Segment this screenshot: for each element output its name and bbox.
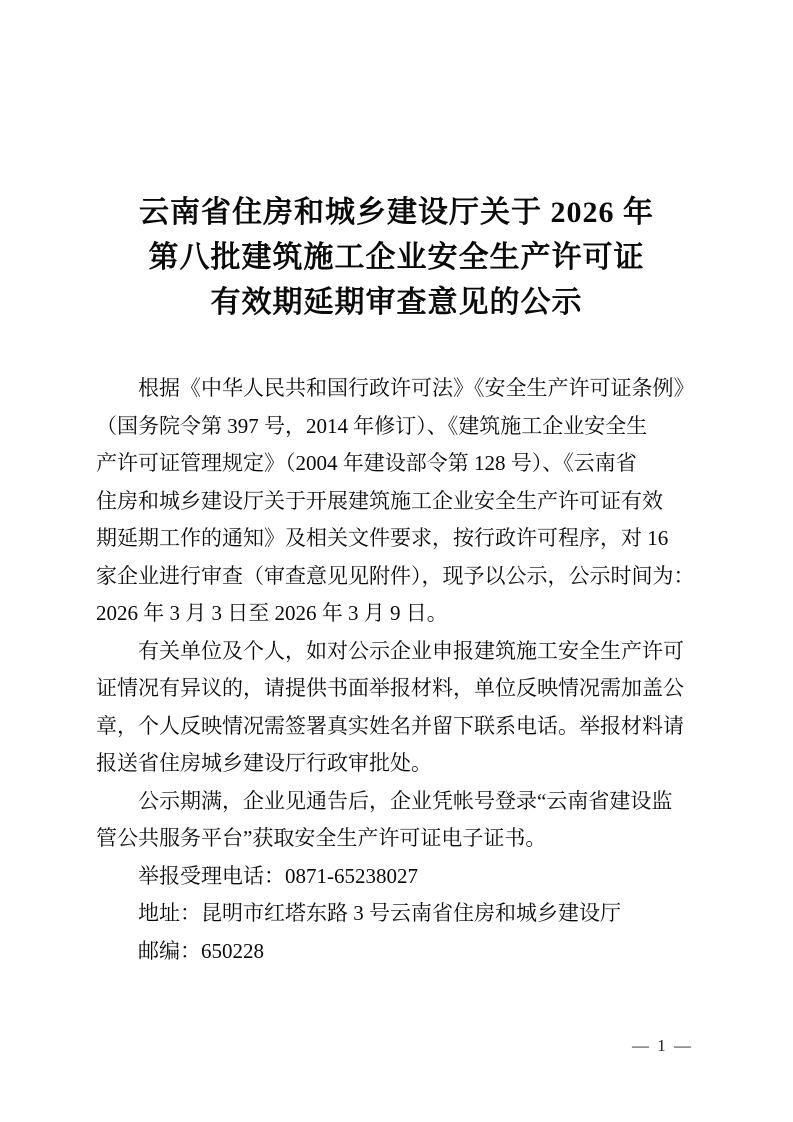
body-line: 产许可证管理规定》（2004 年建设部令第 128 号）、《云南省 [96, 451, 637, 475]
body-line: 地址：昆明市红塔东路 3 号云南省住房和城乡建设厅 [138, 901, 621, 925]
body-line: 章，个人反映情况需签署真实姓名并留下联系电话。举报材料请 [96, 713, 684, 738]
body-line: 根据《中华人民共和国行政许可法》《安全生产许可证条例》 [138, 376, 695, 400]
paragraph-legal-basis [96, 370, 697, 633]
body-line: 住房和城乡建设厅关于开展建筑施工企业安全生产许可证有效 [96, 488, 663, 513]
document-body [96, 370, 697, 970]
body-line: 期延期工作的通知》及相关文件要求，按行政许可程序，对 16 [96, 526, 669, 550]
title-line-2: 第八批建筑施工企业安全生产许可证 [148, 241, 645, 274]
body-line: 公示期满，企业见通告后，企业凭帐号登录“云南省建设监 [138, 788, 673, 813]
contact-phone-line [96, 858, 697, 896]
body-line: 举报受理电话：0871-65238027 [138, 863, 418, 888]
body-line: 管公共服务平台”获取安全生产许可证电子证书。 [96, 826, 547, 850]
paragraph-objection-instructions [96, 633, 697, 783]
title-line-3: 有效期延期审查意见的公示 [210, 286, 583, 319]
body-line: （国务院令第 397 号，2014 年修订）、《建筑施工企业安全生 [96, 413, 648, 438]
paragraph-certificate-retrieval [96, 783, 697, 858]
body-line: 家企业进行审查（审查意见见附件），现予以公示，公示时间为： [96, 563, 695, 588]
body-line: 2026 年 3 月 3 日至 2026 年 3 月 9 日。 [96, 601, 448, 625]
body-line: 证情况有异议的，请提供书面举报材料，单位反映情况需加盖公 [96, 676, 684, 700]
body-line: 有关单位及个人，如对公示企业申报建筑施工安全生产许可 [138, 638, 684, 663]
contact-address-line [96, 895, 697, 933]
contact-postal-code-line [96, 933, 697, 971]
page-number: — 1 — [632, 1036, 693, 1055]
title-line-1: 云南省住房和城乡建设厅关于 2026 年 [139, 196, 654, 229]
body-line: 邮编：650228 [138, 938, 264, 963]
document-title [96, 0, 697, 325]
body-line: 报送省住房城乡建设厅行政审批处。 [96, 751, 432, 775]
